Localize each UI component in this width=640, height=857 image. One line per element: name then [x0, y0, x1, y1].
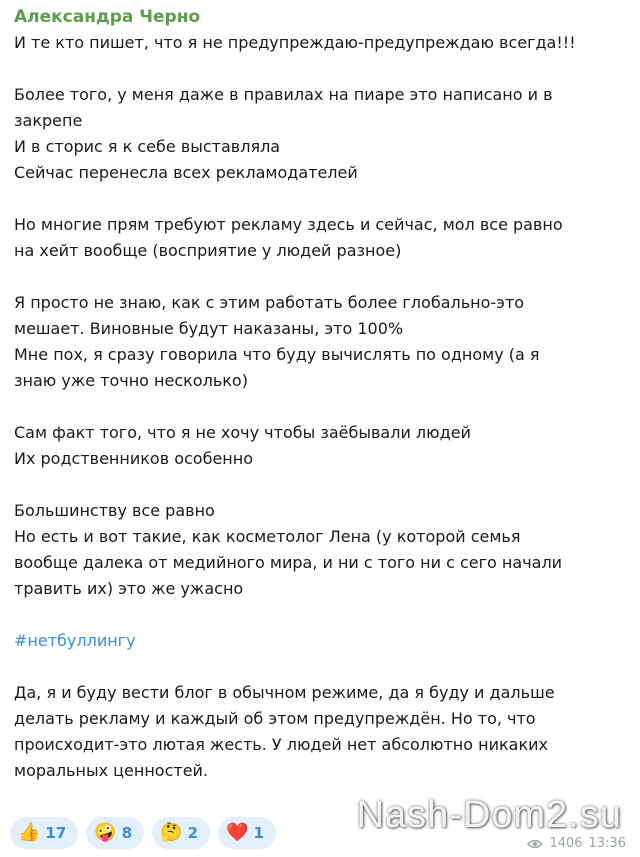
reaction-red-heart[interactable] — [218, 817, 276, 849]
text-line: моральных ценностей. — [14, 761, 209, 780]
paragraph-6 — [14, 498, 626, 602]
message-text — [14, 30, 626, 784]
paragraph-final — [14, 680, 626, 784]
zany-face-icon: 🤪 — [94, 822, 117, 843]
text-line: вообще далека от медийного мира, и ни с того ни с сего начали — [14, 553, 563, 572]
reaction-thinking-face[interactable] — [152, 817, 210, 849]
reaction-count: 8 — [121, 824, 133, 842]
paragraph-1 — [14, 30, 626, 56]
text-line: мешает. Виновные будут наказаны, это 100% — [14, 319, 404, 338]
text-line: знаю уже точно несколько) — [14, 371, 248, 390]
paragraph-5 — [14, 420, 626, 472]
red-heart-icon: ❤️ — [226, 822, 249, 843]
reaction-count: 17 — [45, 824, 67, 842]
hashtag-paragraph — [14, 628, 626, 654]
text-line: закрепе — [14, 111, 83, 130]
reaction-thumbs-up[interactable] — [10, 817, 78, 849]
text-line: Мне пох, я сразу говорила что буду вычислять по одному (а я — [14, 345, 540, 364]
text-line: Да, я и буду вести блог в обычном режиме, да я буду и дальше — [14, 683, 555, 702]
reaction-zany-face[interactable] — [86, 817, 144, 849]
text-line: Сам факт того, что я не хочу чтобы заёбывали людей — [14, 423, 471, 442]
thumbs-up-icon: 👍 — [18, 822, 41, 843]
paragraph-3 — [14, 212, 626, 264]
reactions-bar — [10, 817, 276, 849]
hashtag-link[interactable]: #нетбуллингу — [14, 631, 136, 650]
eye-icon — [527, 839, 543, 849]
text-line: Более того, у меня даже в правилах на пиаре это написано и в — [14, 85, 553, 104]
text-line: Большинству все равно — [14, 501, 215, 520]
text-line: Я просто не знаю, как с этим работать более глобально-это — [14, 293, 525, 312]
reaction-count: 1 — [253, 824, 264, 842]
thinking-face-icon: 🤔 — [160, 822, 183, 843]
sender-name[interactable]: Александра Черно — [14, 7, 201, 27]
message-meta — [527, 836, 626, 851]
text-line: Но многие прям требуют рекламу здесь и сейчас, мол все равно — [14, 215, 563, 234]
text-line: И те кто пишет, что я не предупреждаю-предупреждаю всегда!!! — [14, 33, 576, 52]
text-line: происходит-это лютая жесть. У людей нет абсолютно никаких — [14, 735, 548, 754]
text-line: на хейт вообще (восприятие у людей разное) — [14, 241, 402, 260]
message-time: 13:36 — [588, 836, 626, 851]
paragraph-4 — [14, 290, 626, 394]
text-line: травить их) это же ужасно — [14, 579, 244, 598]
text-line: Но есть и вот такие, как косметолог Лена (у которой семья — [14, 527, 521, 546]
reaction-count: 2 — [187, 824, 199, 842]
paragraph-2 — [14, 82, 626, 186]
text-line: Сейчас перенесла всех рекламодателей — [14, 163, 358, 182]
site-watermark: Nash-Dom2.su — [356, 794, 622, 836]
text-line: И в сторис я к себе выставляла — [14, 137, 281, 156]
view-count: 1406 — [549, 836, 583, 851]
text-line: Их родственников особенно — [14, 449, 254, 468]
text-line: делать рекламу и каждый об этом предупреждён. Но то, что — [14, 709, 536, 728]
